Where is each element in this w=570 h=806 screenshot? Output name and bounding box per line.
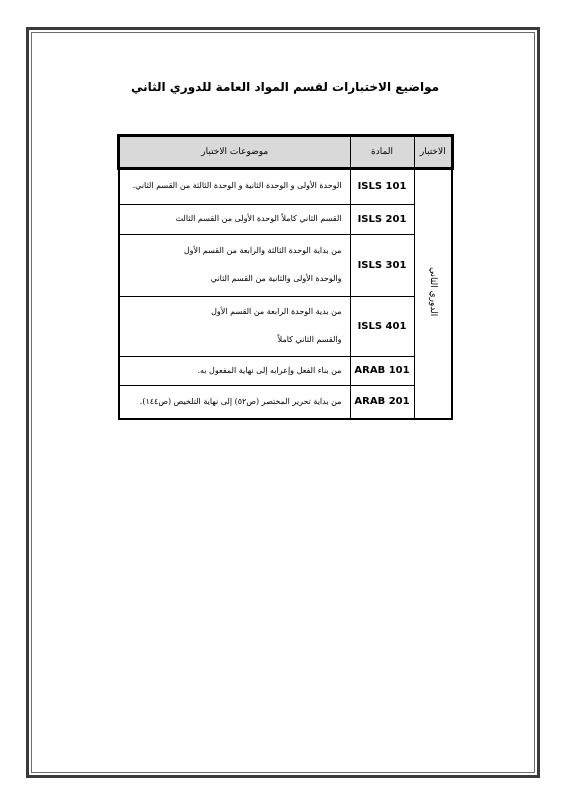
subject-cell: ARAB 101 xyxy=(350,356,414,385)
topic-line: من بداية الوحدة الثالثة والرابعة من القسم الأول xyxy=(183,246,342,255)
topic-line: من بداية تحرير المختصر (ص٥٢) إلى نهاية التلخيص (ص١٤٤). xyxy=(139,396,342,406)
subject-cell: ARAB 201 xyxy=(350,385,414,419)
topic-line: من بدية الوحدة الرابعة من القسم الأول xyxy=(211,307,342,316)
table-row xyxy=(119,204,452,234)
table-row xyxy=(119,296,452,356)
topic-line: القسم الثاني كاملاً الوحدة الأولى من القسم الثالث xyxy=(175,214,342,223)
subject-cell: ISLS 301 xyxy=(350,234,414,296)
table-row xyxy=(119,356,452,385)
page-title: مواضيع الاختبارات لقسم المواد العامة للدوري الثاني xyxy=(130,80,440,94)
subject-cell: ISLS 101 xyxy=(350,168,414,204)
table-header-row xyxy=(119,136,452,168)
exam-period-label: الدوري الثاني xyxy=(427,266,438,317)
topic-line: من بناء الفعل وإعرابه إلى نهاية المفعول به. xyxy=(197,365,342,375)
topic-line: والقسم الثاني كاملاً xyxy=(277,335,342,344)
table-row xyxy=(119,385,452,419)
topic-cell xyxy=(119,356,350,385)
topic-cell xyxy=(119,204,350,234)
table-row xyxy=(119,234,452,296)
subject-cell: ISLS 401 xyxy=(350,296,414,356)
topic-cell xyxy=(119,385,350,419)
header-exam: الاختبار xyxy=(414,136,452,168)
exam-period-cell xyxy=(414,168,452,419)
topic-line: والوحدة الأولى والثانية من القسم الثاني xyxy=(210,274,342,283)
exam-table xyxy=(118,135,453,420)
subject-cell: ISLS 201 xyxy=(350,204,414,234)
table-row xyxy=(119,168,452,204)
topic-cell xyxy=(119,168,350,204)
header-subject: المادة xyxy=(350,136,414,168)
topic-cell xyxy=(119,234,350,296)
header-topics: موضوعات الاختبار xyxy=(119,136,350,168)
topic-cell xyxy=(119,296,350,356)
topic-line: الوحدة الأولى و الوحدة الثانية و الوحدة الثالثة من القسم الثاني. xyxy=(132,181,342,191)
